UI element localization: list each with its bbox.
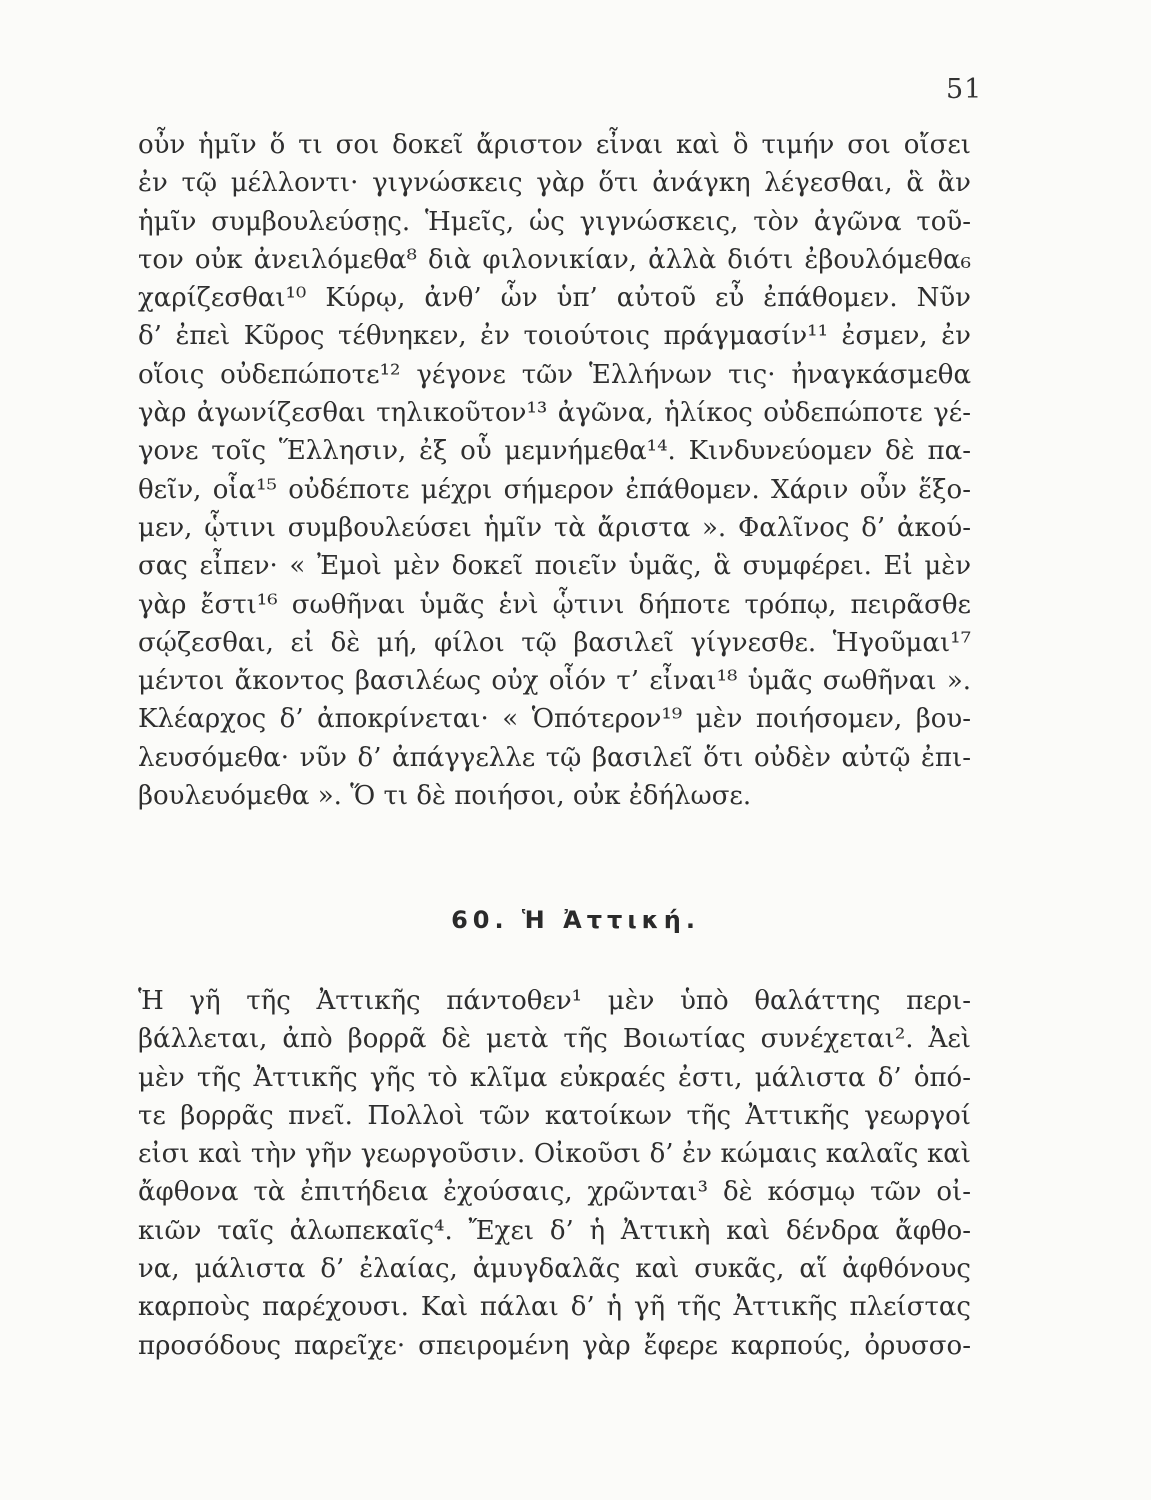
text-line: βάλλεται, ἀπὸ βορρᾶ δὲ μετὰ τῆς Βοιωτίας συνέχεται². Ἀεὶ [138,1024,971,1055]
text-line: προσόδους παρεῖχε· σπειρομένη γὰρ ἔφερε καρπούς, ὀρυσσο- [138,1330,971,1361]
page-number: 51 [946,74,983,105]
text-line: Ἡ γῆ τῆς Ἀττικῆς πάντοθεν¹ μὲν ὑπὸ θαλάττης περι- [138,986,971,1016]
text-line: οἵοις οὐδεπώποτε¹² γέγονε τῶν Ἑλλήνων τις· ἠναγκάσμεθα [138,359,971,390]
text-line: κιῶν ταῖς ἀλωπεκαῖς⁴. Ἔχει δ’ ἡ Ἀττικὴ καὶ δένδρα ἄφθο- [138,1215,971,1246]
text-section-2 [138,982,971,1365]
text-line: να, μάλιστα δ’ ἐλαίας, ἀμυγδαλᾶς καὶ συκᾶς, αἵ ἀφθόνους [138,1254,971,1285]
text-line: καρποὺς παρέχουσι. Καὶ πάλαι δ’ ἡ γῆ τῆς Ἀττικῆς πλείστας [138,1292,971,1323]
text-line: λευσόμεθα· νῦν δ’ ἀπάγγελλε τῷ βασιλεῖ ὅτι οὐδὲν αὐτῷ ἐπι- [138,742,971,773]
text-section-1 [138,126,971,815]
text-line: ἐν τῷ μέλλοντι· γιγνώσκεις γὰρ ὅτι ἀνάγκη λέγεσθαι, ἃ ἂν [138,168,971,199]
text-line: μέντοι ἄκοντος βασιλέως οὐχ οἷόν τ’ εἶναι¹⁸ ὑμᾶς σωθῆναι ». [138,666,971,697]
text-line: θεῖν, οἷα¹⁵ οὐδέποτε μέχρι σήμερον ἐπάθομεν. Χάριν οὖν ἕξο- [138,474,971,505]
text-line: οὖν ἡμῖν ὅ τι σοι δοκεῖ ἄριστον εἶναι καὶ ὃ τιμήν σοι οἴσει [138,130,971,160]
text-line: σῴζεσθαι, εἰ δὲ μή, φίλοι τῷ βασιλεῖ γίγνεσθε. Ἡγοῦμαι¹⁷ [138,627,971,658]
text-line: ἡμῖν συμβουλεύσῃς. Ἡμεῖς, ὡς γιγνώσκεις, τὸν ἀγῶνα τοῦ- [138,206,971,237]
text-line: βουλευόμεθα ». Ὅ τι δὲ ποιήσοι, οὐκ ἐδήλωσε. [138,781,752,812]
text-line: δ’ ἐπεὶ Κῦρος τέθνηκεν, ἐν τοιούτοις πράγμασίν¹¹ ἐσμεν, ἐν [138,321,971,352]
text-line: γονε τοῖς Ἕλλησιν, ἐξ οὗ μεμνήμεθα¹⁴. Κινδυνεύομεν δὲ πα- [138,436,971,467]
text-line: τον οὐκ ἀνειλόμεθα⁸ διὰ φιλονικίαν, ἀλλὰ διότι ἐβουλόμεθα₆ [138,244,971,275]
text-line: γὰρ ἀγωνίζεσθαι τηλικοῦτον¹³ ἀγῶνα, ἡλίκος οὐδεπώποτε γέ- [138,398,971,429]
text-line: γὰρ ἔστι¹⁶ σωθῆναι ὑμᾶς ἑνὶ ᾧτινι δήποτε τρόπῳ, πειρᾶσθε [138,589,971,620]
text-line: εἰσι καὶ τὴν γῆν γεωργοῦσιν. Οἰκοῦσι δ’ ἐν κώμαις καλαῖς καὶ [138,1139,971,1170]
text-line: χαρίζεσθαι¹⁰ Κύρῳ, ἀνθ’ ὧν ὑπ’ αὐτοῦ εὖ ἐπάθομεν. Νῦν [138,283,971,314]
text-line: τε βορρᾶς πνεῖ. Πολλοὶ τῶν κατοίκων τῆς Ἀττικῆς γεωργοί [138,1100,971,1131]
text-line: σας εἶπεν· « Ἐμοὶ μὲν δοκεῖ ποιεῖν ὑμᾶς, ἃ συμφέρει. Εἰ μὲν [138,551,971,582]
text-line: μεν, ᾧτινι συμβουλεύσει ἡμῖν τὰ ἄριστα ». Φαλῖνος δ’ ἀκού- [138,512,971,543]
text-line: Κλέαρχος δ’ ἀποκρίνεται· « Ὁπότερον¹⁹ μὲν ποιήσομεν, βου- [138,704,971,735]
text-line: μὲν τῆς Ἀττικῆς γῆς τὸ κλῖμα εὐκραές ἐστι, μάλιστα δ’ ὁπό- [138,1062,971,1093]
text-line: ἄφθονα τὰ ἐπιτήδεια ἐχούσαις, χρῶνται³ δὲ κόσμῳ τῶν οἰ- [138,1177,971,1208]
section-heading: 60. Ἡ Ἀττική. [451,906,700,934]
